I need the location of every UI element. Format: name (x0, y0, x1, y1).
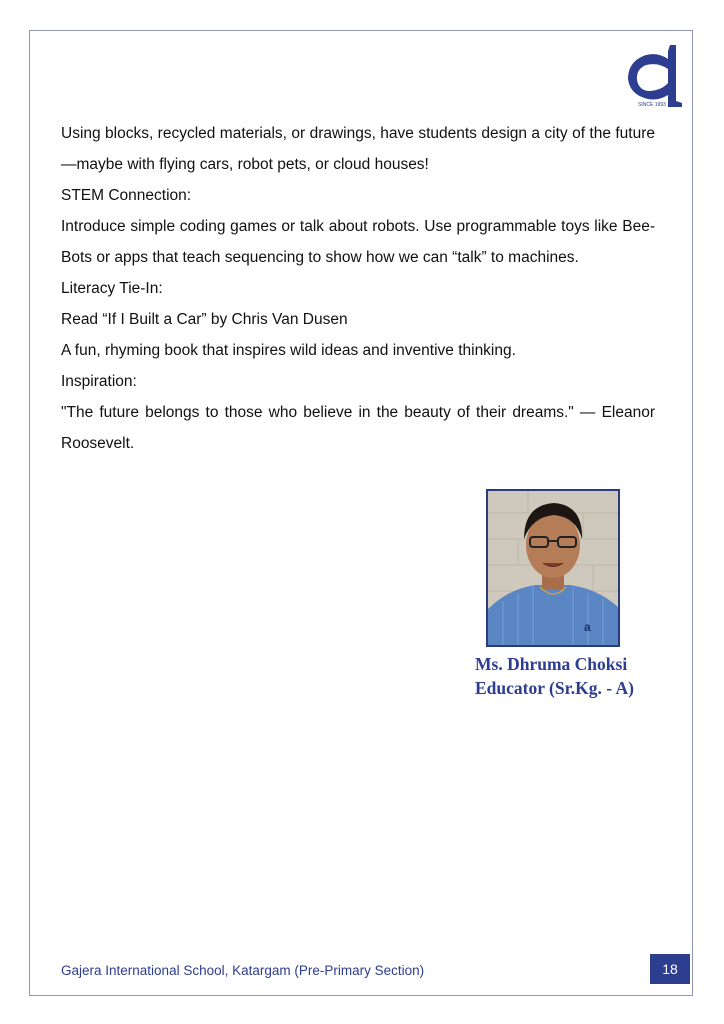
svg-text:a: a (584, 620, 591, 634)
paragraph-book-description: A fun, rhyming book that inspires wild ideas and inventive thinking. (61, 342, 516, 359)
school-logo-icon (622, 43, 682, 111)
paragraph-quote: "The future belongs to those who believe in the beauty of their dreams." — Eleanor Roosevelt. (61, 404, 655, 452)
educator-name: Ms. Dhruma Choksi (475, 654, 628, 674)
educator-caption (475, 652, 675, 700)
heading-stem-connection: STEM Connection: (61, 187, 192, 204)
logo-tagline: SINCE 1993 (638, 102, 666, 108)
page-number: 18 (650, 954, 690, 984)
paragraph-activity: Using blocks, recycled materials, or drawings, have students design a city of the future—maybe with flying cars, robot pets, or cloud houses! (61, 125, 655, 173)
educator-portrait-photo (486, 489, 620, 647)
article-body (61, 118, 655, 459)
heading-literacy-tie-in: Literacy Tie-In: (61, 280, 163, 297)
footer-school-name: Gajera International School, Katargam (Pre-Primary Section) (61, 963, 425, 978)
paragraph-stem: Introduce simple coding games or talk about robots. Use programmable toys like Bee-Bots or apps that teach sequencing to show how we can “talk” to machines. (61, 218, 655, 266)
heading-inspiration: Inspiration: (61, 373, 137, 390)
paragraph-book-title: Read “If I Built a Car” by Chris Van Dusen (61, 311, 348, 328)
educator-role: Educator (Sr.Kg. - A) (475, 678, 634, 698)
